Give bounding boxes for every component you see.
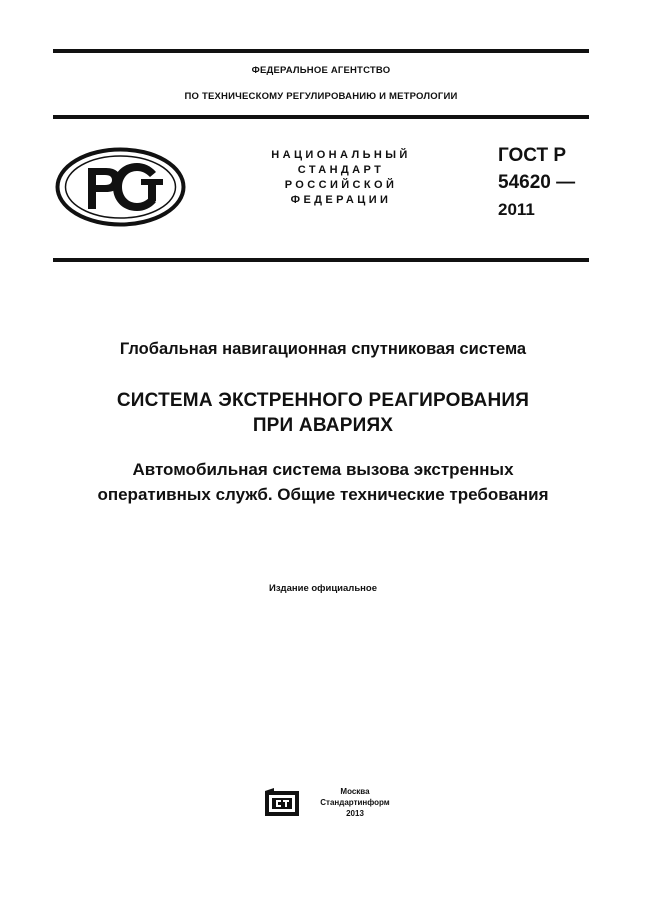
main-title-line-1: СИСТЕМА ЭКСТРЕННОГО РЕАГИРОВАНИЯ — [116, 390, 530, 411]
agency-rule — [53, 115, 589, 119]
standard-designation — [498, 142, 598, 223]
top-rule — [53, 49, 589, 53]
subject-title: Глобальная навигационная спутниковая система — [119, 340, 527, 358]
publisher-year: 2013 — [346, 809, 364, 818]
publisher-city: Москва — [340, 787, 370, 796]
publisher-name: Стандартинформ — [320, 798, 390, 807]
rst-certification-emblem-icon — [55, 147, 186, 227]
agency-line-1: ФЕДЕРАЛЬНОЕ АГЕНТСТВО — [251, 65, 391, 76]
edition-label: Издание официальное — [269, 583, 377, 594]
agency-line-2: ПО ТЕХНИЧЕСКОМУ РЕГУЛИРОВАНИЮ И МЕТРОЛОГИИ — [184, 91, 458, 102]
designation-line-2: 54620 — — [498, 172, 576, 193]
designation-year: 2011 — [498, 200, 535, 219]
sub-title-line-2: оперативных служб. Общие технические требования — [97, 485, 549, 504]
designation-line-1: ГОСТ Р — [498, 145, 567, 166]
publisher-imprint — [306, 786, 404, 819]
standard-type-line-2: СТАНДАРТ — [297, 164, 385, 176]
header-bottom-rule — [53, 258, 589, 262]
main-title — [40, 388, 606, 438]
standard-type-line-4: ФЕДЕРАЦИИ — [290, 194, 392, 206]
standard-type-line-1: НАЦИОНАЛЬНЫЙ — [271, 149, 411, 161]
main-title-line-2: ПРИ АВАРИЯХ — [252, 415, 394, 436]
standard-type-line-3: РОССИЙСКОЙ — [284, 179, 398, 191]
sub-title-line-1: Автомобильная система вызова экстренных — [132, 460, 514, 479]
sub-title — [40, 457, 606, 507]
standard-type — [236, 148, 446, 208]
standartinform-logo-icon — [264, 788, 300, 818]
